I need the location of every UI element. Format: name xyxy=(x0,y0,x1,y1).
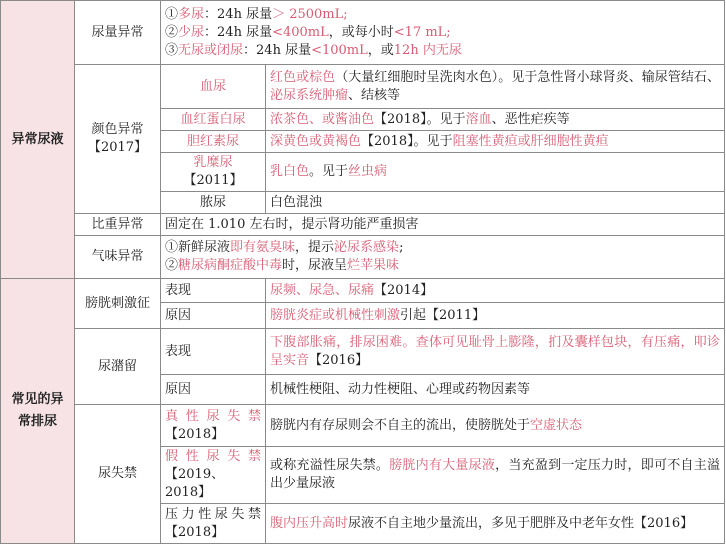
stress-incontinence-name: 压力性尿失禁 【2018】 xyxy=(161,504,266,544)
hemoglobinuria-desc: 浓茶色、或酱油色【2018】。见于溶血、恶性疟疾等 xyxy=(266,109,725,131)
irritation-symptom: 尿频、尿急、尿痛【2014】 xyxy=(266,279,725,303)
irritation-cause: 膀胱炎症或机械性刺激引起【2011】 xyxy=(266,303,725,329)
row-hematuria xyxy=(1,65,725,109)
odor-label: 气味异常 xyxy=(75,236,161,279)
bilirubinuria-name: 胆红素尿 xyxy=(161,131,266,153)
color-label: 颜色异常 【2017】 xyxy=(75,65,161,214)
row-volume xyxy=(1,1,725,65)
irritation-symptom-label: 表现 xyxy=(161,279,266,303)
volume-line-2: ②少尿：24h 尿量<400mL，或每小时<17 mL; xyxy=(165,24,451,40)
volume-line-3: ③无尿或闭尿：24h 尿量<100mL，或12h 内无尿 xyxy=(165,42,462,58)
false-incontinence-name: 假性尿失禁 【2019、2018】 xyxy=(161,447,266,504)
volume-label: 尿量异常 xyxy=(75,1,161,65)
true-incontinence-name: 真性尿失禁 【2018】 xyxy=(161,405,266,447)
gravity-desc: 固定在 1.010 左右时，提示肾功能严重损害 xyxy=(161,214,725,236)
chyluria-desc: 乳白色。见于丝虫病 xyxy=(266,153,725,192)
category-common-abnormal: 常见的异 常排尿 xyxy=(1,279,75,544)
volume-line-1: ①多尿：24h 尿量＞ 2500mL; xyxy=(165,6,348,22)
gravity-label: 比重异常 xyxy=(75,214,161,236)
incontinence-label: 尿失禁 xyxy=(75,405,161,544)
category-abnormal-urine: 异常尿液 xyxy=(1,1,75,279)
hemoglobinuria-name: 血红蛋白尿 xyxy=(161,109,266,131)
hematuria-desc: 红色或棕色（大量红细胞时呈洗肉水色）。见于急性肾小球肾炎、输尿管结石、泌尿系统肿瘤、结核等 xyxy=(266,65,725,109)
chyluria-name: 乳糜尿【2011】 xyxy=(161,153,266,192)
row-gravity xyxy=(1,214,725,236)
stress-incontinence-desc: 腹内压升高时尿液不自主地少量流出，多见于肥胖及中老年女性【2016】 xyxy=(266,504,725,544)
volume-content xyxy=(161,1,725,65)
irritation-cause-label: 原因 xyxy=(161,303,266,329)
row-retention-symptom xyxy=(1,329,725,375)
row-odor xyxy=(1,236,725,279)
true-incontinence-desc: 膀胱内有存尿则会不自主的流出，使膀胱处于空虚状态 xyxy=(266,405,725,447)
irritation-label: 膀胱刺激征 xyxy=(75,279,161,329)
pyuria-desc: 白色混浊 xyxy=(266,192,725,214)
retention-symptom: 下腹部胀痛，排尿困难。查体可见耻骨上膨隆，扪及囊样包块，有压痛，叩诊呈实音【2016】 xyxy=(266,329,725,375)
retention-cause: 机械性梗阻、动力性梗阻、心理或药物因素等 xyxy=(266,375,725,405)
retention-symptom-label: 表现 xyxy=(161,329,266,375)
false-incontinence-desc: 或称充溢性尿失禁。膀胱内有大量尿液，当充盈到一定压力时，即可不自主溢出少量尿液 xyxy=(266,447,725,504)
row-true-incontinence xyxy=(1,405,725,447)
pyuria-name: 脓尿 xyxy=(161,192,266,214)
hematuria-name: 血尿 xyxy=(161,65,266,109)
odor-line-2: ②糖尿病酮症酸中毒时，尿液呈烂苹果味 xyxy=(165,258,400,273)
bilirubinuria-desc: 深黄色或黄褐色【2018】。见于阻塞性黄疸或肝细胞性黄疸 xyxy=(266,131,725,153)
odor-content xyxy=(161,236,725,279)
retention-label: 尿潴留 xyxy=(75,329,161,405)
retention-cause-label: 原因 xyxy=(161,375,266,405)
odor-line-1: ①新鲜尿液即有氨臭味，提示泌尿系感染; xyxy=(165,240,404,255)
row-irritation-symptom xyxy=(1,279,725,303)
